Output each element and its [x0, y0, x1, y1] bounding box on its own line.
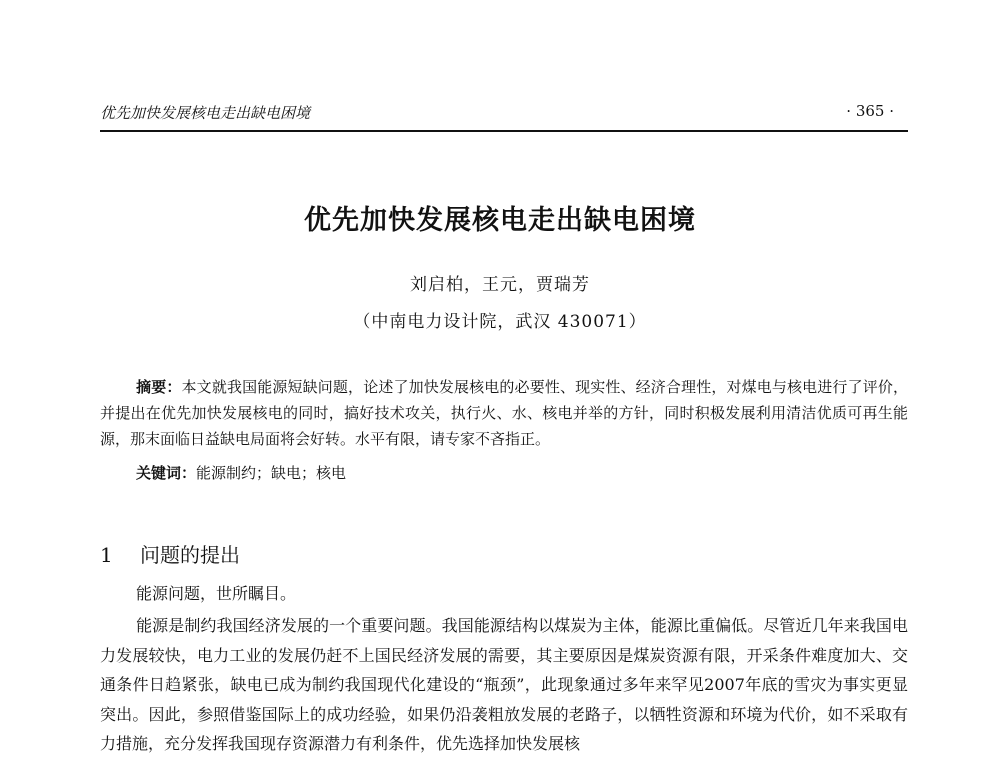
section-heading	[100, 539, 240, 568]
section-title: 问题的提出	[140, 543, 240, 567]
abstract-text: 本文就我国能源短缺问题，论述了加快发展核电的必要性、现实性、经济合理性，对煤电与核电进行了评价，并提出在优先加快发展核电的同时，搞好技术攻关，执行火、水、核电并举的方针，同时积极发展利用清洁优质可再生能源，那末面临日益缺电局面将会好转。水平有限，请专家不吝指正。	[100, 378, 908, 448]
page-number: · 365 ·	[846, 102, 894, 120]
running-header	[100, 102, 908, 132]
keywords-text: 能源制约；缺电；核电	[196, 464, 347, 482]
keywords-label: 关键词：	[136, 464, 197, 482]
keywords	[136, 462, 346, 483]
paragraph-1: 能源问题，世所瞩目。	[136, 584, 297, 603]
abstract	[100, 374, 908, 452]
section-number: 1	[100, 543, 113, 567]
paragraph-2-text: 能源是制约我国经济发展的一个重要问题。我国能源结构以煤炭为主体，能源比重偏低。尽管近几年来我国电力发展较快，电力工业的发展仍赶不上国民经济发展的需要，其主要原因是煤炭资源有限，开采条件难度加大、交通条件日趋紧张，缺电已成为制约我国现代化建设的“瓶颈”，此现象通过多年来罕见2007年底的雪灾为事实更显突出。因此，参照借鉴国际上的成功经验，如果仍沿袭粗放发展的老路子，以牺牲资源和环境为代价，如不采取有力措施，充分发挥我国现存资源潜力有利条件，优先选择加快发展核	[100, 616, 908, 753]
article-title: 优先加快发展核电走出缺电困境	[304, 205, 696, 236]
paragraph-2	[100, 611, 908, 759]
running-title: 优先加快发展核电走出缺电困境	[100, 104, 311, 122]
abstract-label: 摘要：	[136, 378, 182, 396]
affiliation: （中南电力设计院，武汉 430071）	[353, 312, 647, 332]
authors: 刘启柏，王元，贾瑞芳	[410, 275, 590, 295]
